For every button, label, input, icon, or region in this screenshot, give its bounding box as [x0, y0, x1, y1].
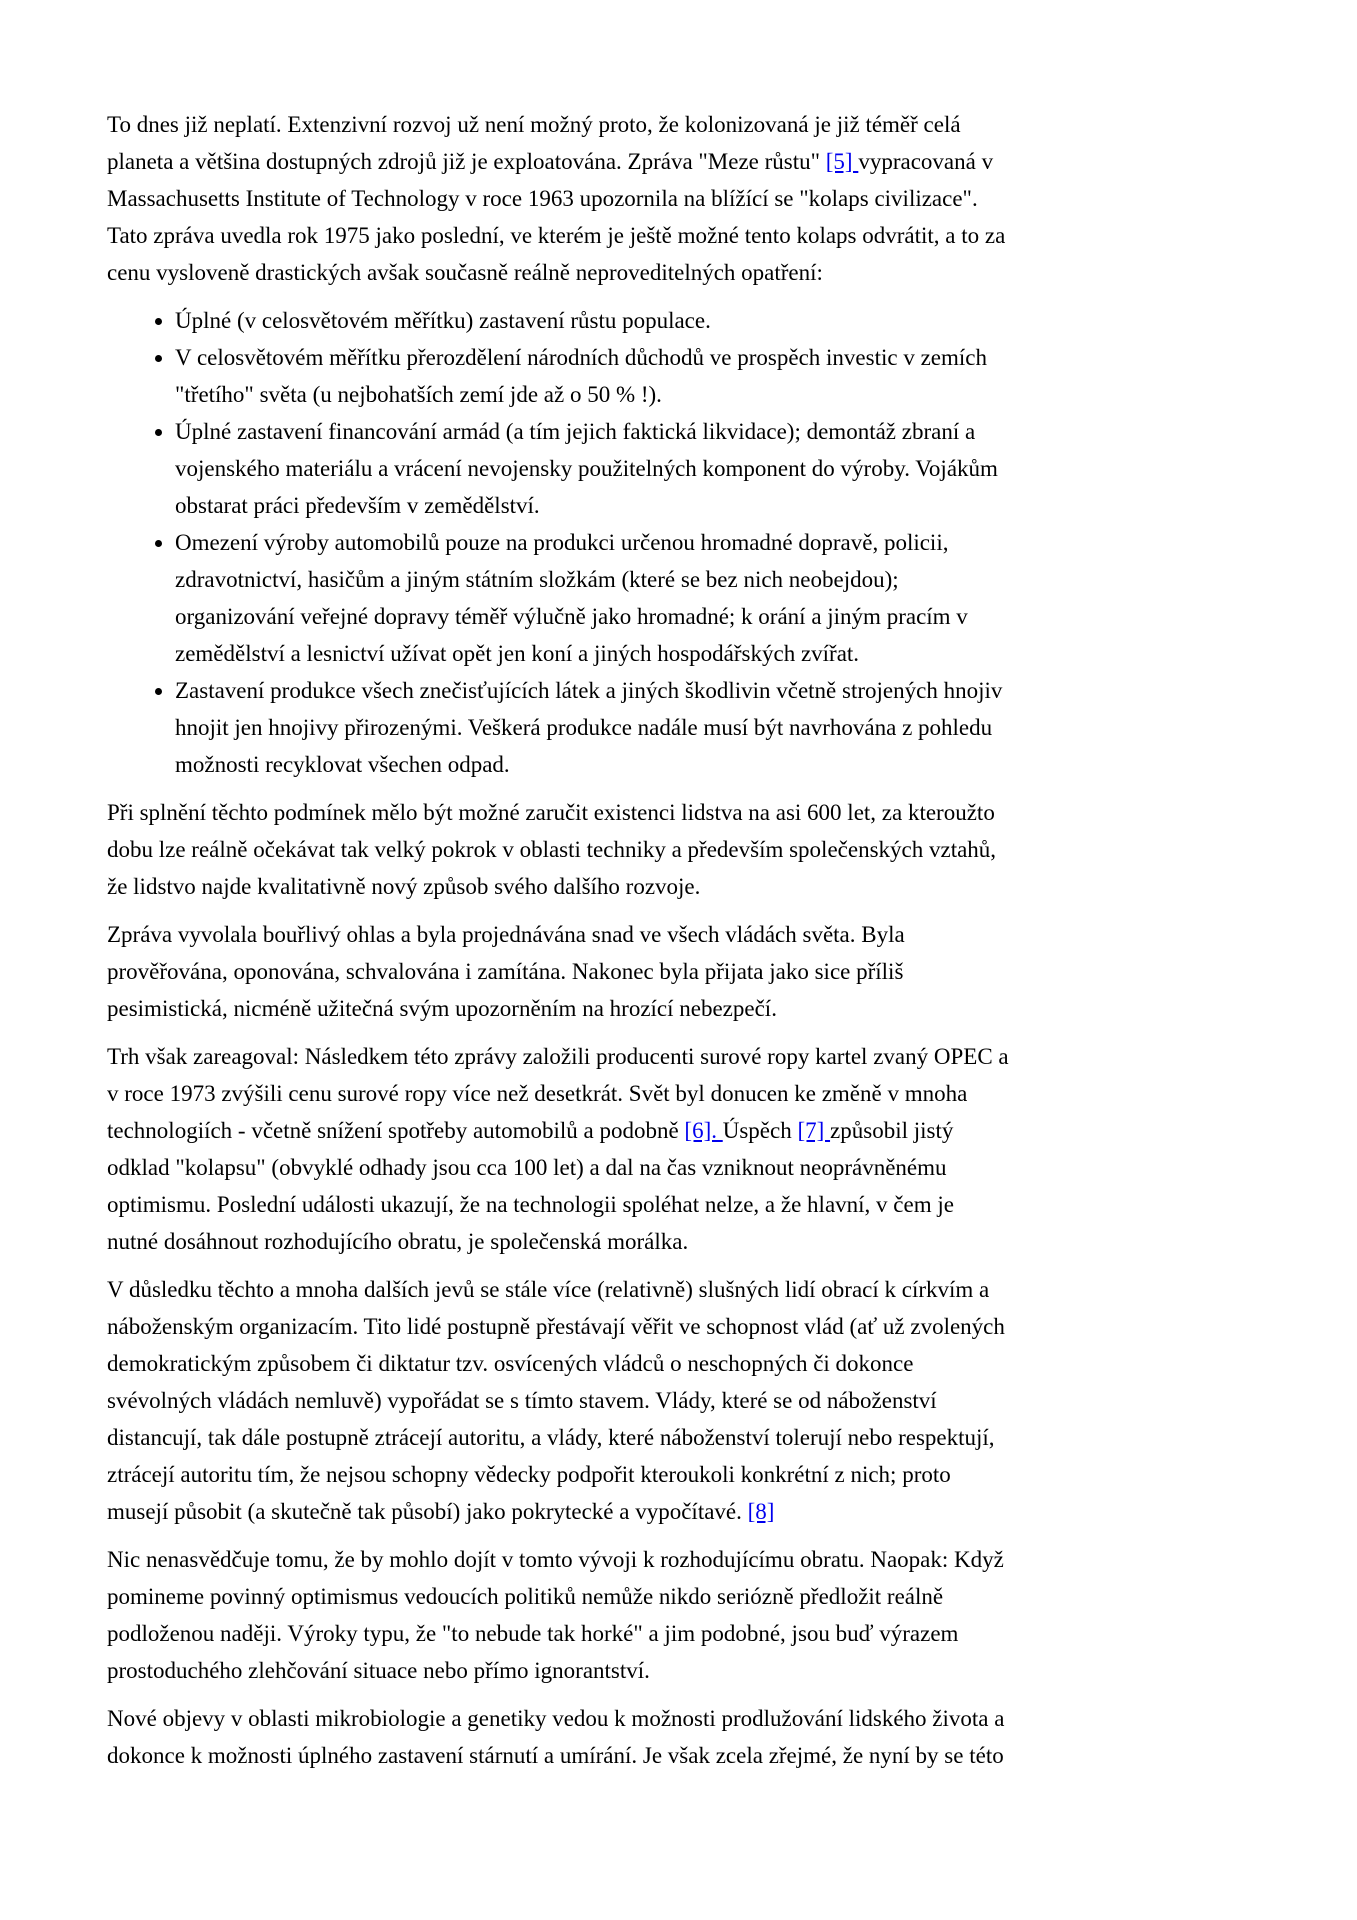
paragraph-text: V důsledku těchto a mnoha dalších jevů se stále více (relativně) slušných lidí obrací k církvím a náboženským organizacím. Tito lidé postupně přestávají věřit ve schopnost vlád (ať už zvolených demokratickým způsobem či diktatur tzv. osvícených vládců o neschopných či dokonce svévolných vládách nemluvě) vypořádat se s tímto stavem. Vlády, které se od náboženství distancují, tak dále postupně ztrácejí autoritu, a vlády, které náboženství tolerují nebo respektují, ztrácejí autoritu tím, že nejsou schopny vědecky podpořit kteroukoli konkrétní z nich; proto musejí působit (a skutečně tak působí) jako pokrytecké a vypočítavé. — [107, 1277, 1005, 1524]
paragraph-intro — [107, 106, 1010, 291]
paragraph-market-reaction — [107, 1038, 1010, 1260]
paragraph-conditions-outcome: Při splnění těchto podmínek mělo být možné zaručit existenci lidstva na asi 600 let, za kteroužto dobu lze reálně očekávat tak velký pokrok v oblasti techniky a především společenských vztahů, že lidstvo najde kvalitativně nový způsob svého dalšího rozvoje. — [107, 800, 997, 899]
list-item: • Zastavení produkce všech znečisťujících látek a jiných škodlivin včetně strojených hnojiv hnojit jen hnojivy přirozenými. Veškerá produkce nadále musí být navrhována z pohledu možnosti recyklovat všechen odpad. — [175, 672, 1010, 783]
list-item: • Omezení výroby automobilů pouze na produkci určenou hromadné dopravě, policii, zdravotnictví, hasičům a jiným státním složkám (které se bez nich neobejdou); organizování veřejné dopravy téměř výlučně jako hromadné; k orání a jiným pracím v zemědělství a lesnictví užívat opět jen koní a jiných hospodářských zvířat. — [175, 524, 1010, 672]
paragraph-text: způsobil jistý odklad "kolapsu" (obvyklé odhady jsou cca 100 let) a dal na čas vzniknout neoprávněnému optimismu. Poslední události ukazují, že na technologii spoléhat nelze, a že hlavní, v čem je nutné dosáhnout rozhodujícího obratu, je společenská morálka. — [107, 1118, 954, 1254]
reference-link-6[interactable]: [6]. — [684, 1118, 723, 1143]
reference-link-7[interactable]: [7] — [797, 1118, 831, 1143]
conditions-bullet-list — [107, 302, 1010, 783]
paragraph-no-turnaround: Nic nenasvědčuje tomu, že by mohlo dojít v tomto vývoji k rozhodujícímu obratu. Naopak: Když pomineme povinný optimismus vedoucích politiků nemůže nikdo seriózně předložit reálně podloženou naději. Výroky typu, že "to nebude tak horké" a jim podobné, jsou buď výrazem prostoduchého zlehčování situace nebo přímo ignorantství. — [107, 1547, 1004, 1683]
paragraph-text: To dnes již neplatí. Extenzivní rozvoj už není možný proto, že kolonizovaná je již téměř celá planeta a většina dostupných zdrojů již je exploatována. Zpráva "Meze růstu" — [107, 112, 961, 174]
paragraph-text: Trh však zareagoval: Následkem této zprávy založili producenti surové ropy kartel zvaný OPEC a v roce 1973 zvýšili cenu surové ropy více než desetkrát. Svět byl donucen ke změně v mnoha technologiích - včetně snížení spotřeby automobilů a podobně — [107, 1044, 1009, 1143]
list-item: • Úplné (v celosvětovém měřítku) zastavení růstu populace. — [175, 302, 1010, 339]
reference-link-8[interactable]: [8] — [747, 1499, 775, 1524]
reference-link-5[interactable]: [5] — [825, 149, 859, 174]
list-item: • Úplné zastavení financování armád (a tím jejich faktická likvidace); demontáž zbraní a vojenského materiálu a vrácení nevojensky použitelných komponent do výroby. Vojákům obstarat práci především v zemědělství. — [175, 413, 1010, 524]
paragraph-report-reception: Zpráva vyvolala bouřlivý ohlas a byla projednávána snad ve všech vládách světa. Byla prověřována, oponována, schvalována i zamítána. Nakonec byla přijata jako sice příliš pesimistická, nicméně užitečná svým upozorněním na hrozící nebezpečí. — [107, 922, 905, 1021]
list-item: • V celosvětovém měřítku přerozdělení národních důchodů ve prospěch investic v zemích "třetího" světa (u nejbohatších zemí jde až o 50 % !). — [175, 339, 1010, 413]
paragraph-new-discoveries: Nové objevy v oblasti mikrobiologie a genetiky vedou k možnosti prodlužování lidského života a dokonce k možnosti úplného zastavení stárnutí a umírání. Je však zcela zřejmé, že nyní by se této — [107, 1706, 1005, 1768]
paragraph-text: Úspěch — [722, 1118, 798, 1143]
paragraph-religion-governments — [107, 1271, 1010, 1530]
paragraph-text: vypracovaná v Massachusetts Institute of Technology v roce 1963 upozornila na blížící se "kolaps civilizace". Tato zpráva uvedla rok 1975 jako poslední, ve kterém je ještě možné tento kolaps odvrátit, a to za cenu vysloveně drastických avšak současně reálně neproveditelných opatření: — [107, 149, 1006, 285]
